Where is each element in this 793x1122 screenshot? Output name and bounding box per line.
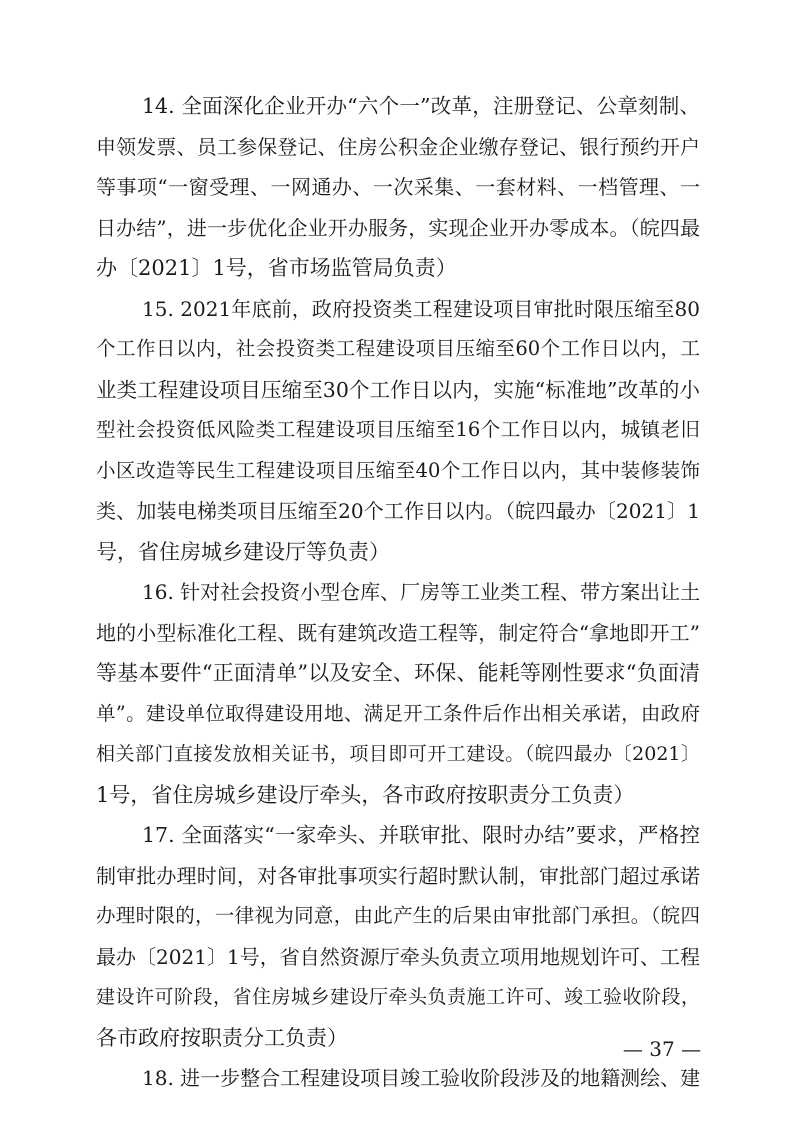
text-line: 等基本要件“正面清单”以及安全、环保、能耗等刚性要求“负面清: [96, 661, 700, 685]
text-line: 等事项“一窗受理、一网通办、一次采集、一套材料、一档管理、一: [96, 175, 700, 199]
text-line: 16. 针对社会投资小型仓库、厂房等工业类工程、带方案出让土: [142, 580, 701, 604]
text-line: 型社会投资低风险类工程建设项目压缩至16个工作日以内，城镇老旧: [96, 418, 700, 441]
text-line: 业类工程建设项目压缩至30个工作日以内，实施“标准地”改革的小: [96, 377, 700, 402]
text-line: 18. 进一步整合工程建设项目竣工验收阶段涉及的地籍测绘、建: [142, 1066, 701, 1090]
paragraph-14: [96, 86, 700, 289]
text-line: 17. 全面落实“一家牵头、并联审批、限时办结”要求，严格控: [142, 823, 700, 847]
text-line: 制审批办理时间，对各审批事项实行超时默认制，审批部门超过承诺: [96, 863, 700, 888]
text-line: 各市政府按职责分工负责）: [96, 1025, 348, 1050]
document-body: [96, 86, 700, 1099]
text-line: 1号，省住房城乡建设厅牵头，各市政府按职责分工负责）: [96, 782, 635, 807]
paragraph-18: [96, 1058, 700, 1099]
text-line: 个工作日以内，社会投资类工程建设项目压缩至60个工作日以内，工: [96, 337, 700, 360]
text-line: 建设许可阶段，省住房城乡建设厅牵头负责施工许可、竣工验收阶段，: [96, 986, 700, 1008]
paragraph-15: [96, 289, 700, 573]
text-line: 15. 2021年底前，政府投资类工程建设项目审批时限压缩至80: [142, 296, 700, 321]
text-line: 申领发票、员工参保登记、住房公积金企业缴存登记、银行预约开户: [96, 134, 700, 159]
paragraph-16: [96, 572, 700, 815]
text-line: 地的小型标准化工程、既有建筑改造工程等，制定符合“拿地即开工”: [96, 620, 700, 645]
text-line: 办理时限的，一律视为同意，由此产生的后果由审批部门承担。（皖四: [96, 904, 700, 927]
text-line: 单”。建设单位取得建设用地、满足开工条件后作出相关承诺，由政府: [96, 701, 700, 725]
text-line: 号，省住房城乡建设厅等负责）: [96, 539, 390, 564]
paragraph-17: [96, 815, 700, 1058]
text-line: 最办〔2021〕1号，省自然资源厅牵头负责立项用地规划许可、工程: [96, 944, 700, 969]
text-line: 日办结”，进一步优化企业开办服务，实现企业开办零成本。（皖四最: [96, 215, 700, 240]
text-line: 类、加装电梯类项目压缩至20个工作日以内。（皖四最办〔2021〕1: [96, 499, 700, 523]
text-line: 办〔2021〕1号，省市场监管局负责）: [96, 256, 457, 280]
text-line: 相关部门直接发放相关证书，项目即可开工建设。（皖四最办〔2021〕: [96, 743, 700, 765]
page-number: — 37 —: [622, 1037, 702, 1061]
text-line: 14. 全面深化企业开办“六个一”改革，注册登记、公章刻制、: [142, 94, 700, 118]
text-line: 小区改造等民生工程建设项目压缩至40个工作日以内，其中装修装饰: [96, 458, 700, 482]
